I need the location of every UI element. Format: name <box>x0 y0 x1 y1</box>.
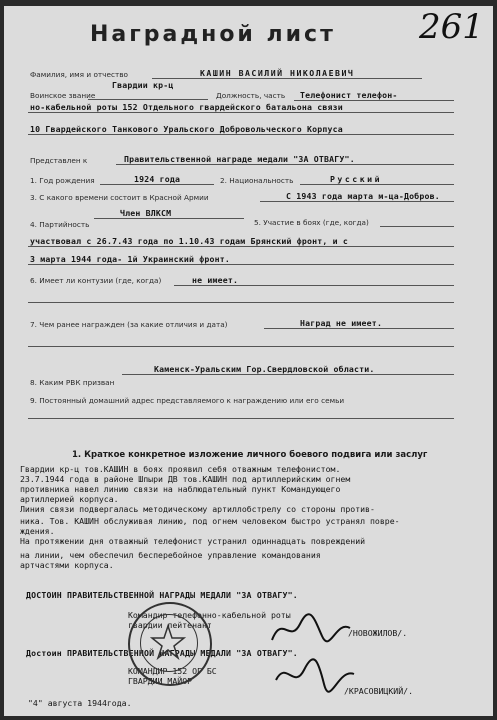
value-name: КАШИН ВАСИЛИЙ НИКОЛАЕВИЧ <box>200 68 355 78</box>
feat-line-2: 23.7.1944 года в районе Шпыри ДВ тов.КАШИН под артиллерийским огнем <box>20 474 351 484</box>
value-rvk: Каменск-Уральским Гор.Свердловской области. <box>154 364 375 374</box>
value-position-3: 10 Гвардейского Танкового Уральского Добровольческого Корпуса <box>30 124 343 134</box>
value-nationality: Русский <box>330 174 383 184</box>
conclusion-2: Достоин ПРАВИТЕЛЬСТВЕННОЙ НАГРАДЫ МЕДАЛИ "ЗА ОТВАГУ". <box>26 648 298 658</box>
document-title: Наградной лист <box>90 22 336 47</box>
label-service-start: 3. С какого времени состоит в Красной Армии <box>30 193 209 202</box>
label-name: Фамилия, имя и отчество <box>30 70 128 79</box>
signature-commander-icon <box>266 610 356 650</box>
commander-title-1: Командир телефонно-кабельной роты <box>128 610 291 620</box>
value-position-1: Телефонист телефон- <box>300 90 398 100</box>
label-wounds: 6. Имеет ли контузии (где, когда) <box>30 276 162 285</box>
stamp-seal <box>128 602 212 686</box>
feat-line-3: противника навел линию связи на наблюдательный пункт Командующего <box>20 484 341 494</box>
value-rank: Гвардии кр-ц <box>112 80 174 90</box>
document-page <box>4 6 493 716</box>
value-wounds: не имеет. <box>192 275 239 285</box>
commander-title-2: гвардии лейтенант <box>128 620 212 630</box>
signature-battalion-icon <box>272 654 358 694</box>
label-position: Должность, часть <box>216 91 286 100</box>
value-battles-1: участвовал с 26.7.43 года по 1.10.43 годам Брянский фронт, и с <box>30 236 349 246</box>
value-position-2: но-кабельной роты 152 Отдельного гвардейского батальона связи <box>30 102 343 112</box>
value-service-start: С 1943 года марта м-ца-Добров. <box>286 191 440 201</box>
stamp-emblem-icon <box>128 602 208 682</box>
label-rvk: 8. Каким РВК призван <box>30 378 115 387</box>
label-party: 4. Партийность <box>30 220 90 229</box>
label-birth-year: 1. Год рождения <box>30 176 95 185</box>
document-date: "4" августа 1944года. <box>28 698 132 708</box>
label-rank: Воинское звание <box>30 91 96 100</box>
commander-name: /НОВОЖИЛОВ/. <box>348 628 408 638</box>
value-prior-awards: Наград не имеет. <box>300 318 383 328</box>
value-presented: Правительственной награде медали "ЗА ОТВАГУ". <box>124 154 355 164</box>
feat-line-6: ника. Тов. КАШИН обслуживая линию, под огнем человеком быстро устранял повре- <box>20 516 400 526</box>
label-presented: Представлен к <box>30 156 88 165</box>
label-nationality: 2. Национальность <box>220 176 294 185</box>
feat-line-7: ждения. <box>20 526 55 536</box>
label-prior-awards: 7. Чем ранее награжден (за какие отличия и дата) <box>30 320 228 329</box>
handwritten-number: 261 <box>419 7 484 47</box>
feat-line-1: Гвардии кр-ц тов.КАШИН в боях проявил себя отважным телефонистом. <box>20 464 341 474</box>
label-home-address: 9. Постоянный домашний адрес представляемого к награждению или его семьи <box>30 396 345 405</box>
feat-line-4: артиллерией корпуса. <box>20 494 119 504</box>
feat-line-5: Линия связи подвергалась методическому артиллобстрелу со стороны против- <box>20 504 375 514</box>
value-party: Член ВЛКСМ <box>120 208 172 218</box>
feat-line-9: на линии, чем обеспечил бесперебойное управление командования <box>20 550 321 560</box>
label-battles: 5. Участие в боях (где, когда) <box>254 218 369 227</box>
section-heading: 1. Краткое конкретное изложение личного боевого подвига или заслуг <box>72 450 428 460</box>
battalion-name: /КРАСОВИЦКИЙ/. <box>344 686 414 696</box>
conclusion-1: ДОСТОИН ПРАВИТЕЛЬСТВЕННОЙ НАГРАДЫ МЕДАЛИ "ЗА ОТВАГУ". <box>26 590 298 600</box>
value-birth-year: 1924 года <box>134 174 181 184</box>
battalion-title-1: КОМАНДИР 152 ОГ БС <box>128 666 217 676</box>
battalion-title-2: ГВАРДИИ МАЙОР <box>128 676 193 686</box>
feat-line-10: артчастями корпуса. <box>20 560 114 570</box>
feat-line-8: На протяжении дня отважный телефонист устранил одиннадцать повреждений <box>20 536 366 546</box>
value-battles-2: 3 марта 1944 года- 1й Украинский фронт. <box>30 254 231 264</box>
